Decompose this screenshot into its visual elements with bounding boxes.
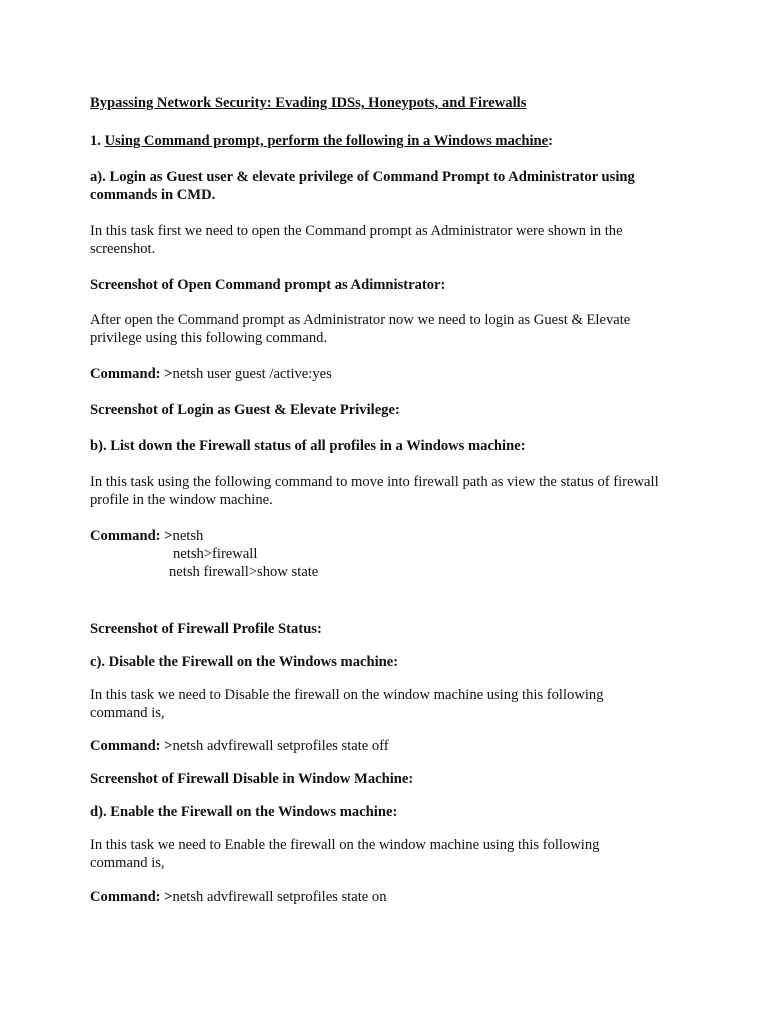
section-c-paragraph-line2: command is, xyxy=(90,705,165,721)
section-d-paragraph-line2: command is, xyxy=(90,855,165,871)
screenshot-caption-guest-login: Screenshot of Login as Guest & Elevate Privilege: xyxy=(90,402,400,418)
section-a-command xyxy=(90,365,332,383)
command-text: netsh xyxy=(172,528,204,544)
screenshot-caption-firewall-disable: Screenshot of Firewall Disable in Window Machine: xyxy=(90,771,414,787)
section-a-heading-line2: commands in CMD. xyxy=(90,187,216,203)
section-a-paragraph-line1: In this task first we need to open the Command prompt as Administrator were shown in the xyxy=(90,223,623,239)
section-b-paragraph-line1: In this task using the following command to move into firewall path as view the status of firewall xyxy=(90,474,659,490)
section-a-paragraph2-line2: privilege using this following command. xyxy=(90,330,328,346)
section-c-command xyxy=(90,737,389,755)
question-1-number: 1. xyxy=(90,133,105,149)
command-label: Command: > xyxy=(90,738,173,754)
command-text: netsh user guest /active:yes xyxy=(172,366,332,382)
section-c-paragraph-line1: In this task we need to Disable the firewall on the window machine using this following xyxy=(90,687,604,703)
command-text: netsh advfirewall setprofiles state on xyxy=(172,889,387,905)
section-b-heading: b). List down the Firewall status of all profiles in a Windows machine: xyxy=(90,438,526,454)
command-label: Command: > xyxy=(90,366,173,382)
section-b-command-line2: netsh>firewall xyxy=(173,546,258,562)
section-b-paragraph-line2: profile in the window machine. xyxy=(90,492,273,508)
document-title: Bypassing Network Security: Evading IDSs, Honeypots, and Firewalls xyxy=(90,95,527,111)
section-a-paragraph-line2: screenshot. xyxy=(90,241,156,257)
question-1-text: Using Command prompt, perform the following in a Windows machine xyxy=(104,133,549,149)
section-b-command-line1 xyxy=(90,527,203,545)
command-label: Command: > xyxy=(90,528,173,544)
section-a-paragraph2-line1: After open the Command prompt as Administrator now we need to login as Guest & Elevate xyxy=(90,312,631,328)
question-1 xyxy=(90,132,553,150)
screenshot-caption-firewall-status: Screenshot of Firewall Profile Status: xyxy=(90,621,322,637)
section-b-command-line3: netsh firewall>show state xyxy=(169,564,319,580)
screenshot-caption-open-cmd: Screenshot of Open Command prompt as Adimnistrator: xyxy=(90,277,446,293)
section-a-heading-line1: a). Login as Guest user & elevate privilege of Command Prompt to Administrator using xyxy=(90,169,635,185)
section-d-command xyxy=(90,888,387,906)
command-text: netsh advfirewall setprofiles state off xyxy=(172,738,389,754)
command-label: Command: > xyxy=(90,889,173,905)
question-1-colon: : xyxy=(548,133,553,149)
section-c-heading: c). Disable the Firewall on the Windows machine: xyxy=(90,654,399,670)
section-d-heading: d). Enable the Firewall on the Windows machine: xyxy=(90,804,398,820)
section-d-paragraph-line1: In this task we need to Enable the firewall on the window machine using this following xyxy=(90,837,600,853)
